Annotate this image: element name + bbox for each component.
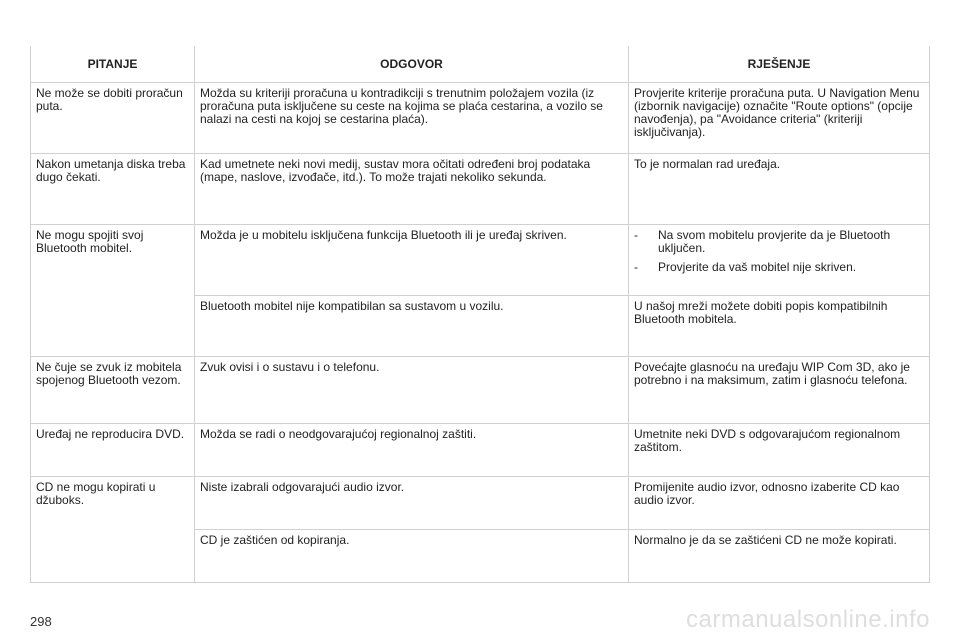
table-row — [31, 154, 930, 225]
solution-cell: Povećajte glasnoću na uređaju WIP Com 3D, ako je potrebno i na maksimum, zatim i glasnoću telefona. — [629, 357, 930, 424]
table-row — [31, 225, 930, 296]
answer-cell: Zvuk ovisi i o sustavu i o telefonu. — [195, 357, 629, 424]
solution-cell — [629, 225, 930, 296]
answer-cell: Možda je u mobitelu isključena funkcija Bluetooth ili je uređaj skriven. — [195, 225, 629, 296]
solution-cell: Promijenite audio izvor, odnosno izaberite CD kao audio izvor. — [629, 477, 930, 530]
bullet-dash: - — [634, 260, 638, 274]
list-item-text: Provjerite da vaš mobitel nije skriven. — [658, 260, 857, 274]
solution-cell: Provjerite kriterije proračuna puta. U Navigation Menu (izbornik navigacije) označite "Route options" (opcije navođenja), pa "Avoidance criteria" (kriteriji isključivanja). — [629, 83, 930, 154]
page-number: 298 — [30, 614, 52, 629]
question-cell: Ne mogu spojiti svoj Bluetooth mobitel. — [31, 225, 195, 357]
answer-cell: Niste izabrali odgovarajući audio izvor. — [195, 477, 629, 530]
solution-cell: To je normalan rad uređaja. — [629, 154, 930, 225]
table-row — [31, 477, 930, 530]
bullet-dash: - — [634, 228, 638, 242]
answer-cell: CD je zaštićen od kopiranja. — [195, 530, 629, 583]
question-cell: CD ne mogu kopirati u džuboks. — [31, 477, 195, 583]
header-answer: ODGOVOR — [195, 46, 629, 83]
solution-list — [634, 229, 924, 274]
question-cell: Uređaj ne reproducira DVD. — [31, 424, 195, 477]
table-row — [31, 357, 930, 424]
question-cell: Ne čuje se zvuk iz mobitela spojenog Bluetooth vezom. — [31, 357, 195, 424]
list-item — [634, 261, 924, 274]
answer-cell: Možda su kriteriji proračuna u kontradikciji s trenutnim položajem vozila (iz proračuna puta isključene su ceste na kojima se plaća cestarina, a vozilo se nalazi na cesti na kojoj se cestarina plaća). — [195, 83, 629, 154]
table-row — [31, 424, 930, 477]
solution-cell: U našoj mreži možete dobiti popis kompatibilnih Bluetooth mobitela. — [629, 296, 930, 357]
question-cell: Ne može se dobiti proračun puta. — [31, 83, 195, 154]
table-header-row — [31, 46, 930, 83]
table-row — [31, 83, 930, 154]
faq-table — [30, 46, 930, 583]
answer-cell: Možda se radi o neodgovarajućoj regionalnoj zaštiti. — [195, 424, 629, 477]
solution-cell: Normalno je da se zaštićeni CD ne može kopirati. — [629, 530, 930, 583]
list-item-text: Na svom mobitelu provjerite da je Bluetooth uključen. — [658, 228, 891, 255]
list-item — [634, 229, 924, 255]
solution-cell: Umetnite neki DVD s odgovarajućom regionalnom zaštitom. — [629, 424, 930, 477]
answer-cell: Kad umetnete neki novi medij, sustav mora očitati određeni broj podataka (mape, naslove, izvođače, itd.). To može trajati nekoliko sekunda. — [195, 154, 629, 225]
question-cell: Nakon umetanja diska treba dugo čekati. — [31, 154, 195, 225]
header-question: PITANJE — [31, 46, 195, 83]
header-solution: RJEŠENJE — [629, 46, 930, 83]
watermark: carmanualsonline.info — [686, 606, 930, 633]
answer-cell: Bluetooth mobitel nije kompatibilan sa sustavom u vozilu. — [195, 296, 629, 357]
